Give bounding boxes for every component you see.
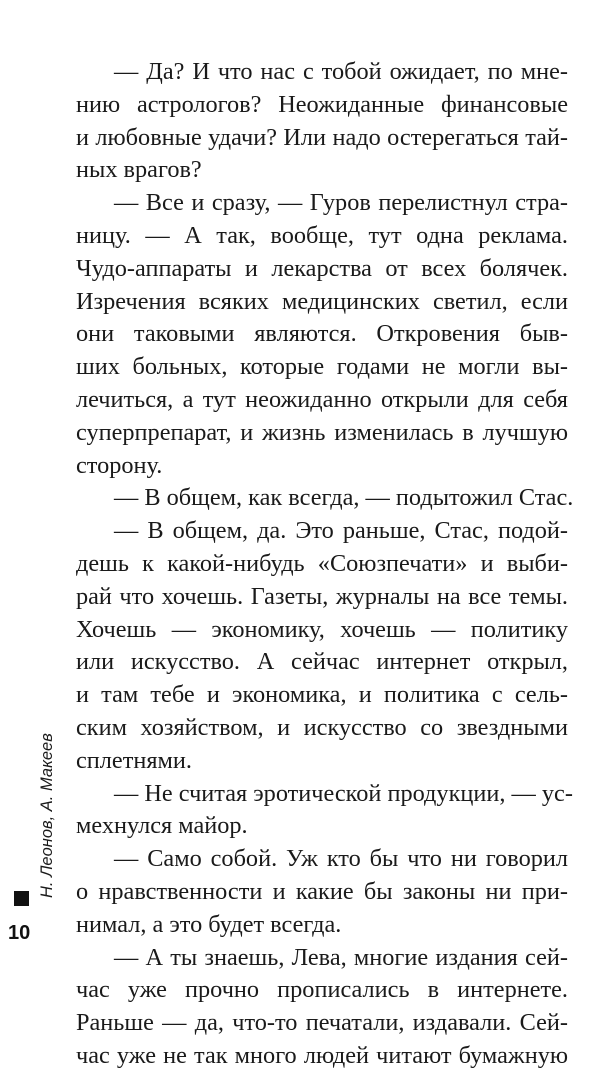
text-line: дешь к какой-нибудь «Союзпечати» и выби- xyxy=(76,549,568,577)
paragraph xyxy=(76,942,568,1073)
text-line: — А ты знаешь, Лева, многие издания сей- xyxy=(114,943,568,971)
paragraph xyxy=(76,187,568,482)
text-line: Раньше — да, что-то печатали, издавали. Сей- xyxy=(76,1009,568,1037)
text-line: и там тебе и экономика, и политика с сель- xyxy=(76,681,568,709)
text-line: мехнулся майор. xyxy=(76,812,248,840)
text-line: ших больных, которые годами не могли вы- xyxy=(76,353,568,381)
text-line: суперпрепарат, и жизнь изменилась в лучшую xyxy=(76,418,568,446)
text-line: и любовные удачи? Или надо остерегаться тай- xyxy=(76,123,568,151)
text-line: или искусство. А сейчас интернет открыл, xyxy=(76,648,568,676)
text-line: — В общем, да. Это раньше, Стас, подой- xyxy=(114,517,568,545)
paragraph xyxy=(76,482,574,515)
text-line: нимал, а это будет всегда. xyxy=(76,910,342,938)
text-line: — В общем, как всегда, — подытожил Стас. xyxy=(114,484,574,512)
text-line: ницу. — А так, вообще, тут одна реклама. xyxy=(76,221,568,249)
body-text xyxy=(76,56,574,1073)
text-line: Чудо-аппараты и лекарства от всех болячек. xyxy=(76,254,568,282)
text-line: сторону. xyxy=(76,451,163,479)
text-line: — Да? И что нас с тобой ожидает, по мне- xyxy=(114,58,568,85)
text-line: лечиться, а тут неожиданно открыли для себя xyxy=(76,385,568,413)
page-number: 10 xyxy=(8,922,31,944)
text-line: Изречения всяких медицинских светил, если xyxy=(76,287,568,315)
text-line: они таковыми являются. Откровения быв- xyxy=(76,320,568,348)
text-line: о нравственности и какие бы законы ни при- xyxy=(76,877,568,905)
running-head xyxy=(14,722,56,942)
paragraph xyxy=(76,56,568,187)
text-line: ским хозяйством, и искусство со звездными xyxy=(76,713,568,741)
text-line: ных врагов? xyxy=(76,156,202,184)
text-line: — Само собой. Уж кто бы что ни говорил xyxy=(114,845,568,873)
text-line: — Не считая эротической продукции, — ус- xyxy=(114,779,573,807)
square-bullet-icon xyxy=(14,891,29,906)
text-line: час уже прочно прописались в интернете. xyxy=(76,976,568,1004)
paragraph xyxy=(76,515,568,777)
text-line: рай что хочешь. Газеты, журналы на все темы. xyxy=(76,582,568,610)
text-line: час уже не так много людей читают бумажную xyxy=(76,1041,568,1069)
text-line: — Все и сразу, — Гуров перелистнул стра- xyxy=(114,189,568,217)
text-line: Хочешь — экономику, хочешь — политику xyxy=(76,615,568,643)
author-names: Н. Леонов, А. Макеев xyxy=(38,733,56,898)
paragraph xyxy=(76,778,573,844)
paragraph xyxy=(76,843,568,941)
text-line: нию астрологов? Неожиданные финансовые xyxy=(76,90,568,118)
text-line: сплетнями. xyxy=(76,746,192,774)
